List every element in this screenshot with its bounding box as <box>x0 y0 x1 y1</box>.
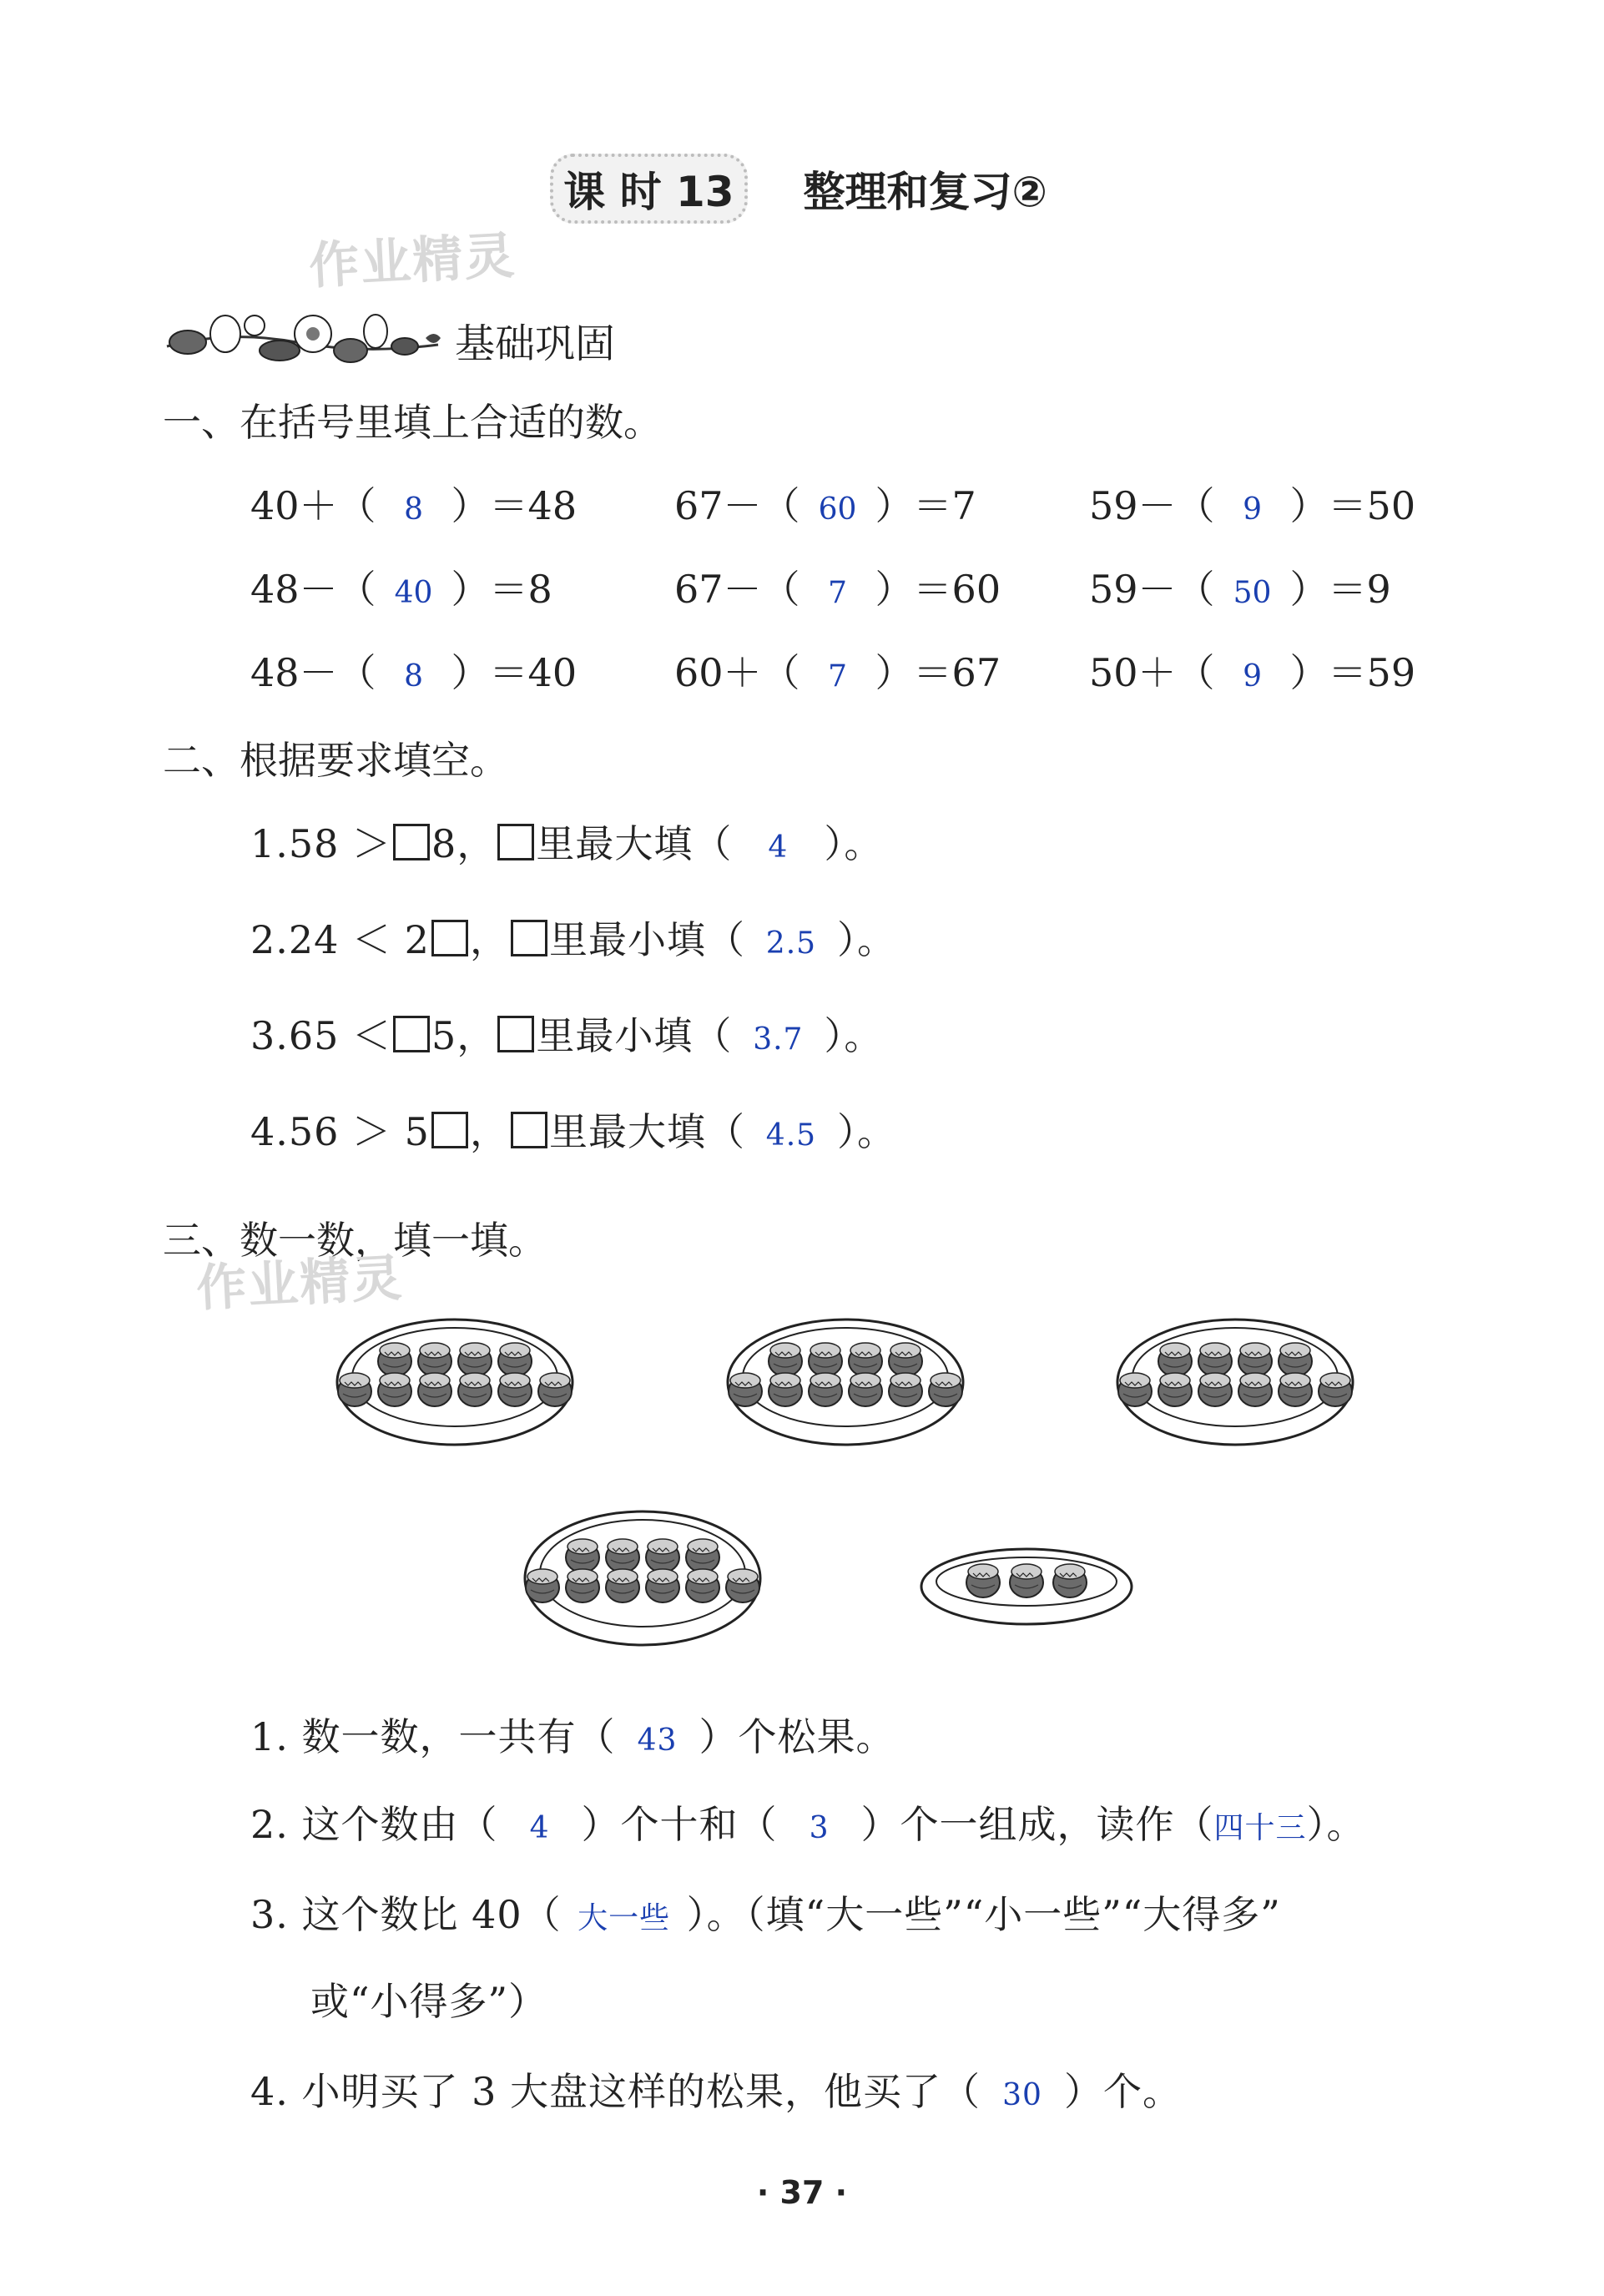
q1-eq: 50＋（ 9 ）＝59 <box>1089 650 1416 695</box>
page-number: · 37 · <box>756 2174 848 2211</box>
pinecone-icon <box>1238 1343 1272 1376</box>
pinecone-icon <box>338 1373 371 1406</box>
answer: 30 <box>1002 2078 1042 2112</box>
pinecone-icon <box>566 1569 599 1602</box>
pinecone-icon <box>769 1343 802 1376</box>
pinecone-icon <box>1279 1373 1312 1406</box>
q1-eq: 60＋（ 7 ）＝67 <box>674 650 1001 695</box>
pinecone-icon <box>526 1569 559 1602</box>
pinecone-icon <box>606 1569 639 1602</box>
blank-box <box>393 824 430 860</box>
q2-item: 3.65 ＜ 5， 里最小填（ 3.7 ）。 <box>250 1013 884 1058</box>
answer: 43 <box>637 1723 678 1758</box>
answer: 3 <box>809 1811 830 1845</box>
pinecone-icon <box>1010 1564 1043 1597</box>
pinecone-icon <box>929 1373 962 1406</box>
pinecone-icon <box>458 1343 492 1376</box>
pinecone-icon <box>1198 1373 1232 1406</box>
lesson-name: 整理和复习② <box>803 168 1047 216</box>
pinecone-icon <box>889 1343 922 1376</box>
pinecone-icon <box>646 1539 679 1572</box>
q1-eq: 59－（ 50 ）＝9 <box>1089 567 1391 612</box>
answer: 7 <box>828 659 847 694</box>
blank-box <box>511 920 547 956</box>
answer: 60 <box>818 492 857 527</box>
pinecone-icon <box>458 1373 492 1406</box>
blank-box <box>497 824 534 860</box>
q1-heading: 一、在括号里填上合适的数。 <box>163 400 662 445</box>
q2-item: 4.56 ＞ 5 ， 里最大填（ 4.5 ）。 <box>250 1109 896 1154</box>
q2-item: 2.24 ＜ 2 ， 里最小填（ 2.5 ）。 <box>250 917 896 962</box>
pinecone-icon <box>1198 1343 1232 1376</box>
answer: 40 <box>394 576 433 610</box>
answer: 2.5 <box>765 926 817 961</box>
plate-2 <box>724 1306 966 1448</box>
blank-box <box>431 1112 468 1148</box>
pinecone-icon <box>889 1373 922 1406</box>
answer: 大一些 <box>578 1901 671 1935</box>
lesson-badge: 课 时 13 <box>557 159 740 219</box>
pinecone-icon <box>538 1373 572 1406</box>
pinecone-icon <box>809 1343 842 1376</box>
q1-eq: 40＋（ 8 ）＝48 <box>250 483 578 528</box>
pinecone-icon <box>1319 1373 1352 1406</box>
pinecone-icon <box>418 1343 451 1376</box>
answer: 4.5 <box>765 1118 817 1153</box>
q1-eq: 48－（ 8 ）＝40 <box>250 650 578 695</box>
answer: 4 <box>529 1811 550 1845</box>
pinecone-icon <box>1053 1564 1087 1597</box>
pinecone-icon <box>378 1373 411 1406</box>
pinecone-icon <box>726 1569 759 1602</box>
pinecone-icon <box>1158 1373 1192 1406</box>
answer: 7 <box>828 576 847 610</box>
blank-box <box>393 1016 430 1052</box>
q3-item-3: 3. 这个数比 40（ 大一些 ）。（填“大一些”“小一些”“大得多” <box>250 1892 1281 1937</box>
pinecone-icon <box>769 1373 802 1406</box>
q3-item-1: 1. 数一数，一共有（ 43 ）个松果。 <box>250 1714 895 1759</box>
answer: 50 <box>1233 576 1272 610</box>
answer: 9 <box>1243 492 1262 527</box>
blank-box <box>497 1016 534 1052</box>
pinecone-icon <box>849 1343 882 1376</box>
pinecone-icon <box>686 1569 719 1602</box>
flower-vine-icon <box>163 305 446 371</box>
q3-item-3-cont: 或“小得多”） <box>310 1979 548 2024</box>
pinecone-icon <box>1279 1343 1312 1376</box>
answer: 3.7 <box>753 1022 804 1057</box>
pinecone-icon <box>606 1539 639 1572</box>
q1-eq: 67－（ 7 ）＝60 <box>674 567 1001 612</box>
pinecone-icon <box>1118 1373 1152 1406</box>
pinecone-icon <box>646 1569 679 1602</box>
q3-item-2: 2. 这个数由（ 4 ）个十和（ 3 ）个一组成，读作（四十三）。 <box>250 1802 1366 1847</box>
pinecone-icon <box>498 1343 532 1376</box>
pinecone-icon <box>849 1373 882 1406</box>
q1-eq: 67－（ 60 ）＝7 <box>674 483 976 528</box>
q2-item: 1.58 ＞ 8， 里最大填（ 4 ）。 <box>250 821 884 866</box>
plate-3 <box>1114 1306 1356 1448</box>
pinecone-icon <box>378 1343 411 1376</box>
q1-eq: 48－（ 40 ）＝8 <box>250 567 552 612</box>
plate-1 <box>334 1306 576 1448</box>
pinecone-icon <box>966 1564 1000 1597</box>
answer: 9 <box>1243 659 1262 694</box>
plate-4 <box>522 1498 764 1648</box>
watermark-top: 作业精灵 <box>307 226 517 296</box>
answer: 4 <box>768 830 789 865</box>
pinecone-icon <box>418 1373 451 1406</box>
pinecone-icon <box>566 1539 599 1572</box>
blank-box <box>511 1112 547 1148</box>
pinecone-icon <box>809 1373 842 1406</box>
answer: 四十三 <box>1213 1811 1307 1845</box>
pinecone-icon <box>686 1539 719 1572</box>
q1-eq: 59－（ 9 ）＝50 <box>1089 483 1416 528</box>
lesson-title <box>0 159 1604 219</box>
answer: 8 <box>404 659 423 694</box>
watermark-mid: 作业精灵 <box>194 1249 405 1319</box>
pinecone-icon <box>729 1373 762 1406</box>
q2-heading: 二、根据要求填空。 <box>163 738 508 783</box>
pinecone-icon <box>1158 1343 1192 1376</box>
plate-5 <box>918 1536 1135 1627</box>
pinecone-icon <box>1238 1373 1272 1406</box>
q3-item-4: 4. 小明买了 3 大盘这样的松果，他买了（ 30 ）个。 <box>250 2069 1183 2114</box>
pinecone-icon <box>498 1373 532 1406</box>
blank-box <box>431 920 468 956</box>
q3-heading: 三、数一数，填一填。 <box>163 1218 547 1263</box>
answer: 8 <box>404 492 423 527</box>
section-label: 基础巩固 <box>455 320 616 367</box>
